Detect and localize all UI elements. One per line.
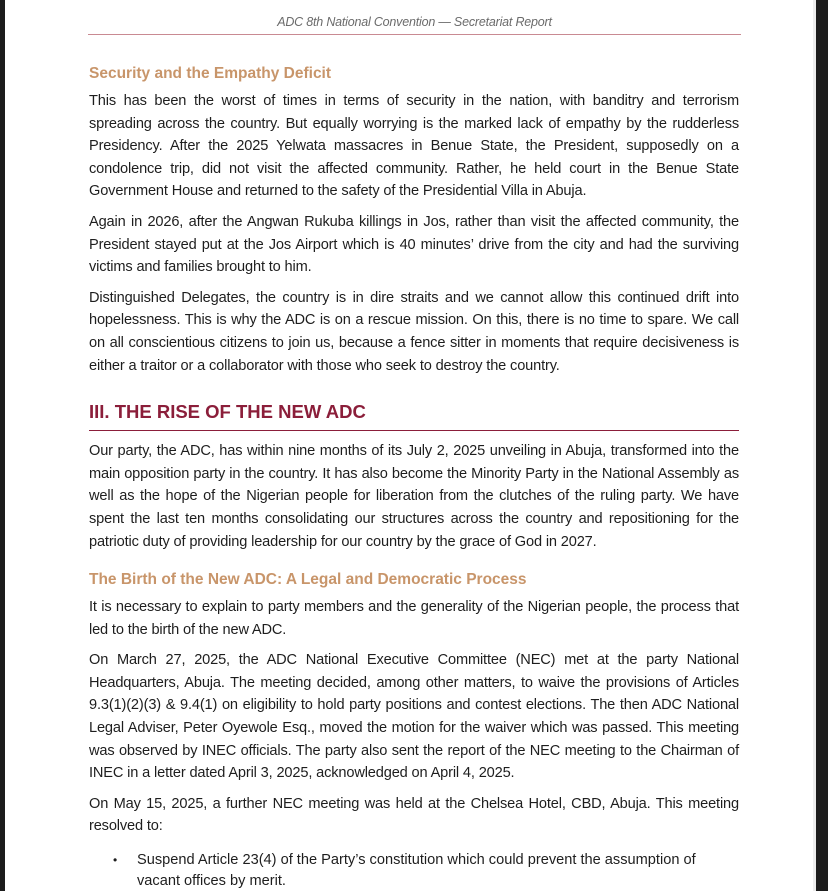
bullet-icon: • [113,853,118,868]
subheading-birth: The Birth of the New ADC: A Legal and Democratic Process [89,571,527,589]
paragraph: It is necessary to explain to party members and the generality of the Nigerian people, the process that led to the birth of the new ADC. [89,599,739,638]
paragraph: Again in 2026, after the Angwan Rukuba killings in Jos, rather than visit the affected community, the President stayed put at the Jos Airport which is 40 minutes’ drive from the city and had the surviving victims and families brought to him. [89,213,739,276]
running-header: ADC 8th National Convention — Secretariat Report [277,15,552,29]
list-item-text: Suspend Article 23(4) of the Party’s constitution which could prevent the assumption of vacant offices by merit. [137,852,696,890]
paragraph: Distinguished Delegates, the country is in dire straits and we cannot allow this continued drift into hopelessness. This is why the ADC is on a rescue mission. On this, there is no time to spare. We call on all conscientious citizens to join us, because a fence sitter in moments that require decisiveness is either a traitor or a collaborator with those who seek to destroy the country. [89,289,739,374]
subheading-security: Security and the Empathy Deficit [89,65,332,82]
page-edge [813,0,816,891]
resolution-list [89,850,739,891]
list-item [113,850,707,891]
paragraph: On May 15, 2025, a further NEC meeting was held at the Chelsea Hotel, CBD, Abuja. This meeting resolved to: [89,795,739,835]
paragraph: Our party, the ADC, has within nine months of its July 2, 2025 unveiling in Abuja, transformed into the main opposition party in the country. It has also become the Minority Party in the National Assembly as well as the hope of the Nigerian people for liberation from the clutches of the ruling party. We have spent the last ten months consolidating our structures across the country and repositioning for the patriotic duty of providing leadership for our country by the grace of God in 2027. [89,443,739,550]
paragraph: This has been the worst of times in terms of security in the nation, with banditry and terrorism spreading across the country. But equally worrying is the marked lack of empathy by the rudderless Presidency. After the 2025 Yelwata massacres in Benue State, the President, supposedly on a condolence trip, did not visit the affected community. Rather, he held court in the Benue State Government House and returned to the safety of the Presidential Villa in Abuja. [89,93,739,200]
document-page [5,0,813,891]
paragraph: On March 27, 2025, the ADC National Executive Committee (NEC) met at the party National Headquarters, Abuja. The meeting decided, among other matters, to waive the provisions of Articles 9.3(1)(2)(3) & 9.4(1) on eligibility to hold party positions and contest elections. The then ADC National Legal Adviser, Peter Oyewole Esq., moved the motion for the waiver which was passed. This meeting was observed by INEC officials. The party also sent the report of the NEC meeting to the Chairman of INEC in a letter dated April 3, 2025, acknowledged on April 4, 2025. [89,652,739,782]
section-heading-rise: III. THE RISE OF THE NEW ADC [89,399,739,431]
page-content [89,63,739,891]
header-divider [88,34,741,35]
